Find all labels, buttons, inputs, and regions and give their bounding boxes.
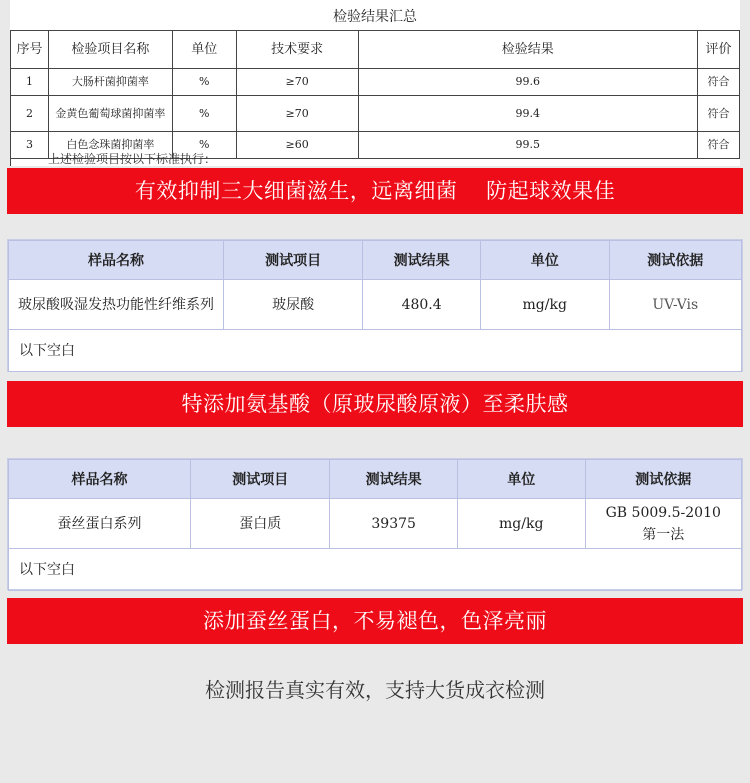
silk-protein-banner: 添加蚕丝蛋白，不易褪色，色泽亮丽 (7, 598, 743, 644)
test-unit: mg/kg (480, 280, 609, 330)
row-req: ≥70 (236, 96, 358, 132)
row-unit: % (172, 69, 236, 96)
row-item: 大肠杆菌抑菌率 (48, 69, 172, 96)
col-test-item-header: 测试项目 (223, 241, 362, 280)
row-no: 2 (11, 96, 49, 132)
summary-title: 检验结果汇总 (333, 9, 417, 25)
footer-caption: 检测报告真实有效，支持大货成衣检测 (205, 678, 545, 702)
silk-protein-test-card (7, 458, 743, 590)
col-req-header: 技术要求 (236, 31, 358, 69)
col-sample-header: 样品名称 (9, 241, 224, 280)
row-no: 3 (11, 132, 49, 159)
test-result: 480.4 (363, 280, 481, 330)
col-item-header: 检验项目名称 (48, 31, 172, 69)
table-row (9, 280, 742, 330)
col-test-result-header: 测试结果 (330, 460, 458, 499)
col-result-header: 检验结果 (358, 31, 697, 69)
basis-method: 第一法 (642, 526, 685, 543)
inspection-header-row (11, 31, 740, 69)
col-unit-header: 单位 (172, 31, 236, 69)
standard-note: 上述检验项目按以下标准执行： (48, 152, 217, 166)
antibacterial-banner: 有效抑制三大细菌滋生，远离细菌 防起球效果佳 (7, 168, 743, 214)
row-no: 1 (11, 69, 49, 96)
col-no-header: 序号 (11, 31, 49, 69)
sample-name: 蚕丝蛋白系列 (9, 499, 191, 549)
hyaluronic-test-table (8, 240, 742, 372)
row-result: 99.6 (358, 69, 697, 96)
row-unit: % (172, 96, 236, 132)
test-item: 玻尿酸 (223, 280, 362, 330)
test-basis (585, 499, 742, 549)
col-unit-header: 单位 (480, 241, 609, 280)
row-result: 99.4 (358, 96, 697, 132)
sample-name: 玻尿酸吸湿发热功能性纤维系列 (9, 280, 224, 330)
hyaluronic-test-card (7, 239, 743, 372)
table-row (11, 96, 740, 132)
col-test-item-header: 测试项目 (191, 460, 330, 499)
row-eval: 符合 (698, 132, 740, 159)
blank-note: 以下空白 (9, 549, 742, 591)
row-unit: % (172, 132, 236, 159)
blank-note: 以下空白 (9, 330, 742, 372)
test-result: 39375 (330, 499, 458, 549)
col-unit-header: 单位 (457, 460, 585, 499)
table-row (9, 499, 742, 549)
test-item: 蛋白质 (191, 499, 330, 549)
row-item: 金黄色葡萄球菌抑菌率 (48, 96, 172, 132)
col-basis-header: 测试依据 (585, 460, 742, 499)
col-eval-header: 评价 (698, 31, 740, 69)
row-item: 白色念珠菌抑菌率 (48, 132, 172, 159)
inspection-summary-sheet (10, 0, 740, 166)
row-req: ≥70 (236, 69, 358, 96)
row-result: 99.5 (358, 132, 697, 159)
test-header-row (9, 460, 742, 499)
col-basis-header: 测试依据 (609, 241, 741, 280)
test-header-row (9, 241, 742, 280)
test-basis: UV-Vis (609, 280, 741, 330)
inspection-table (10, 30, 740, 159)
table-row (11, 69, 740, 96)
row-eval: 符合 (698, 69, 740, 96)
col-test-result-header: 测试结果 (363, 241, 481, 280)
col-sample-header: 样品名称 (9, 460, 191, 499)
amino-acid-banner: 特添加氨基酸（原玻尿酸原液）至柔肤感 (7, 381, 743, 427)
row-eval: 符合 (698, 96, 740, 132)
blank-row (9, 549, 742, 591)
basis-standard: GB 5009.5-2010 (605, 504, 721, 521)
note-border (10, 148, 11, 166)
row-req: ≥60 (236, 132, 358, 159)
test-unit: mg/kg (457, 499, 585, 549)
blank-row (9, 330, 742, 372)
silk-protein-test-table (8, 459, 742, 591)
